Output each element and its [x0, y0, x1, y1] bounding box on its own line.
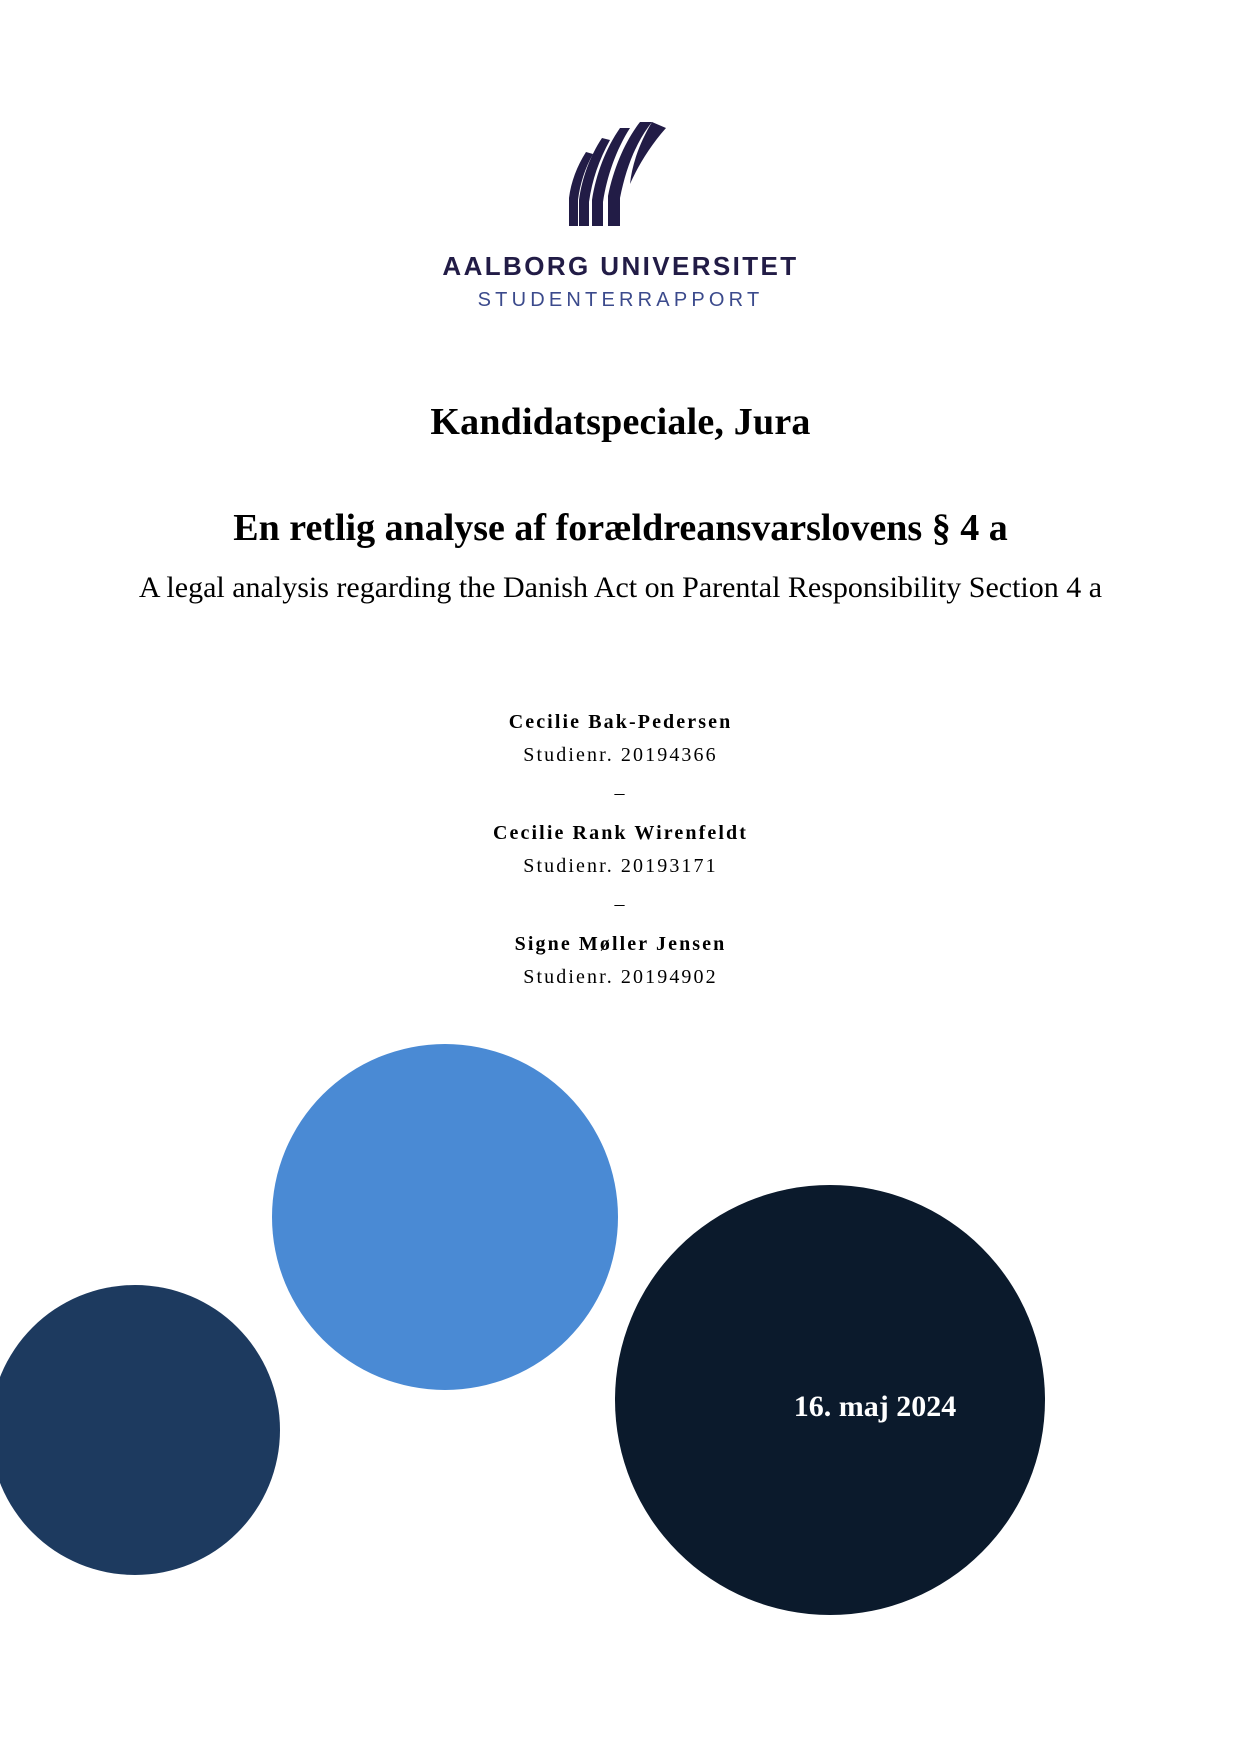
- author-entry: [0, 816, 1241, 925]
- report-type-label: STUDENTERRAPPORT: [477, 289, 764, 311]
- author-entry: [0, 705, 1241, 814]
- publication-date: 16. maj 2024: [793, 1390, 957, 1423]
- author-entry: [0, 927, 1241, 994]
- university-logo-block: [0, 118, 1241, 312]
- author-name: Cecilie Rank Wirenfeldt: [493, 822, 748, 844]
- author-student-number: Studienr. 20194366: [523, 744, 718, 766]
- author-student-number: Studienr. 20193171: [523, 855, 718, 877]
- author-separator: –: [614, 893, 627, 915]
- author-student-number: Studienr. 20194902: [523, 966, 718, 988]
- university-name: AALBORG UNIVERSITET: [442, 251, 799, 281]
- aau-wave-logo-icon: [556, 118, 686, 233]
- document-kind: Kandidatspeciale, Jura: [430, 401, 811, 443]
- author-separator: –: [614, 782, 627, 804]
- page-title: En retlig analyse af forældreansvarslovens § 4 a: [233, 507, 1008, 549]
- page-subtitle: A legal analysis regarding the Danish Act on Parental Responsibility Section 4 a: [138, 570, 1103, 604]
- decorative-circle-dark-small: [0, 1285, 280, 1575]
- author-list: [0, 705, 1241, 996]
- decorative-circle-light: [272, 1044, 618, 1390]
- author-name: Cecilie Bak-Pedersen: [508, 711, 733, 733]
- title-block: [0, 400, 1241, 610]
- author-name: Signe Møller Jensen: [514, 933, 727, 955]
